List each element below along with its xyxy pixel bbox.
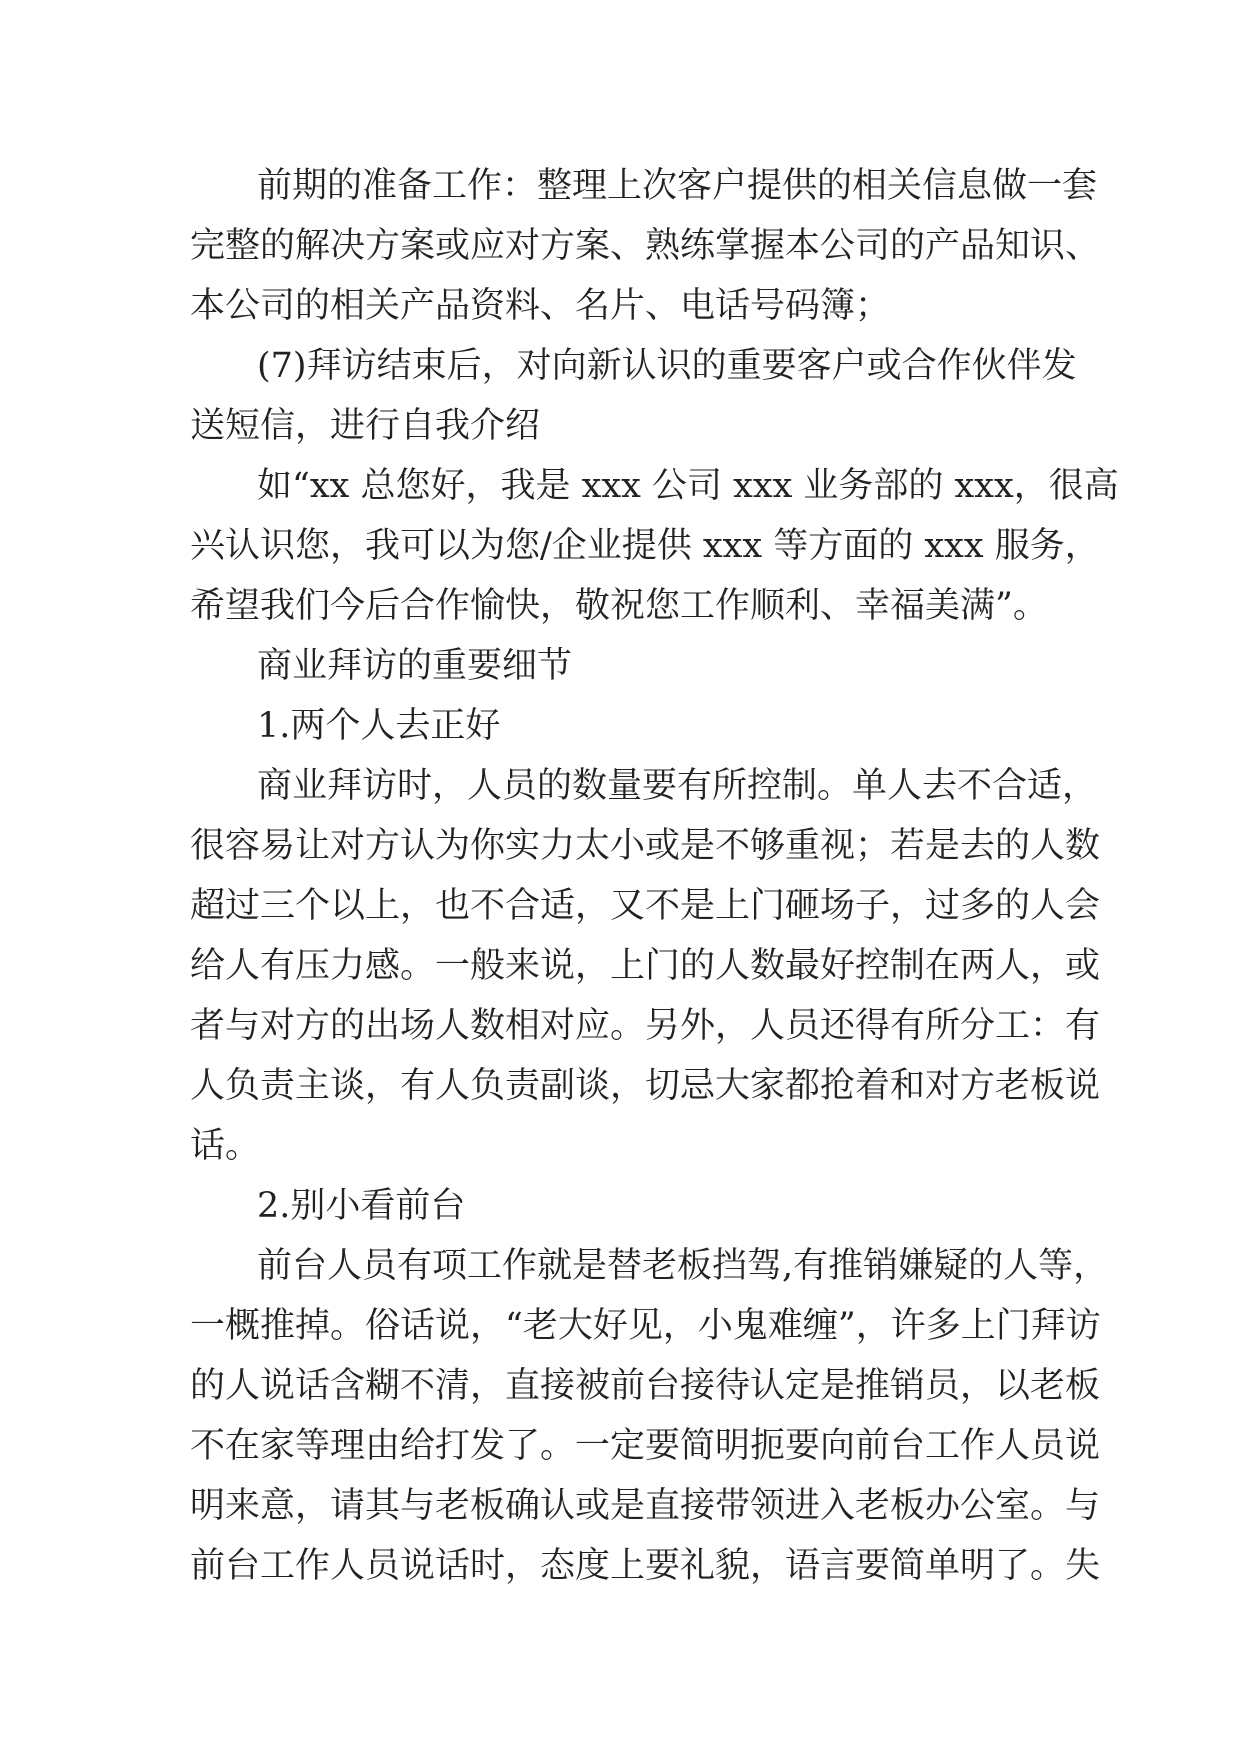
paragraph-line: 送短信，进行自我介绍 — [190, 406, 541, 446]
paragraph-line: 给人有压力感。一般来说，上门的人数最好控制在两人，或 — [190, 946, 1101, 986]
subsection-heading: 2.别小看前台 — [257, 1186, 466, 1226]
paragraph-line: 如“xx 总您好，我是 xxx 公司 xxx 业务部的 xxx，很高 — [257, 466, 1119, 506]
paragraph-line: 前台工作人员说话时，态度上要礼貌，语言要简单明了。失 — [190, 1546, 1101, 1586]
paragraph-line: 前期的准备工作：整理上次客户提供的相关信息做一套 — [257, 166, 1098, 206]
paragraph-line: 明来意，请其与老板确认或是直接带领进入老板办公室。与 — [190, 1486, 1101, 1526]
paragraph-line: 希望我们今后合作愉快，敬祝您工作顺利、幸福美满”。 — [190, 586, 1048, 626]
paragraph-line: 前台人员有项工作就是替老板挡驾,有推销嫌疑的人等， — [257, 1246, 1109, 1286]
section-heading: 商业拜访的重要细节 — [257, 646, 573, 686]
paragraph-line: 不在家等理由给打发了。一定要简明扼要向前台工作人员说 — [190, 1426, 1101, 1466]
paragraph-line: 话。 — [190, 1126, 261, 1166]
paragraph-line: (7)拜访结束后，对向新认识的重要客户或合作伙伴发 — [257, 346, 1077, 386]
paragraph-line: 人负责主谈，有人负责副谈，切忌大家都抢着和对方老板说 — [190, 1066, 1101, 1106]
paragraph-line: 很容易让对方认为你实力太小或是不够重视；若是去的人数 — [190, 826, 1101, 866]
paragraph-line: 本公司的相关产品资料、名片、电话号码簿； — [190, 286, 891, 326]
paragraph-line: 超过三个以上，也不合适，又不是上门砸场子，过多的人会 — [190, 886, 1101, 926]
paragraph-line: 的人说话含糊不清，直接被前台接待认定是推销员，以老板 — [190, 1366, 1101, 1406]
paragraph-line: 者与对方的出场人数相对应。另外，人员还得有所分工：有 — [190, 1006, 1101, 1046]
paragraph-line: 一概推掉。俗话说，“老大好见，小鬼难缠”，许多上门拜访 — [190, 1306, 1101, 1346]
paragraph-line: 商业拜访时，人员的数量要有所控制。单人去不合适， — [257, 766, 1098, 806]
paragraph-line: 兴认识您，我可以为您/企业提供 xxx 等方面的 xxx 服务， — [190, 526, 1100, 566]
subsection-heading: 1.两个人去正好 — [257, 706, 501, 746]
paragraph-line: 完整的解决方案或应对方案、熟练掌握本公司的产品知识、 — [190, 226, 1101, 266]
